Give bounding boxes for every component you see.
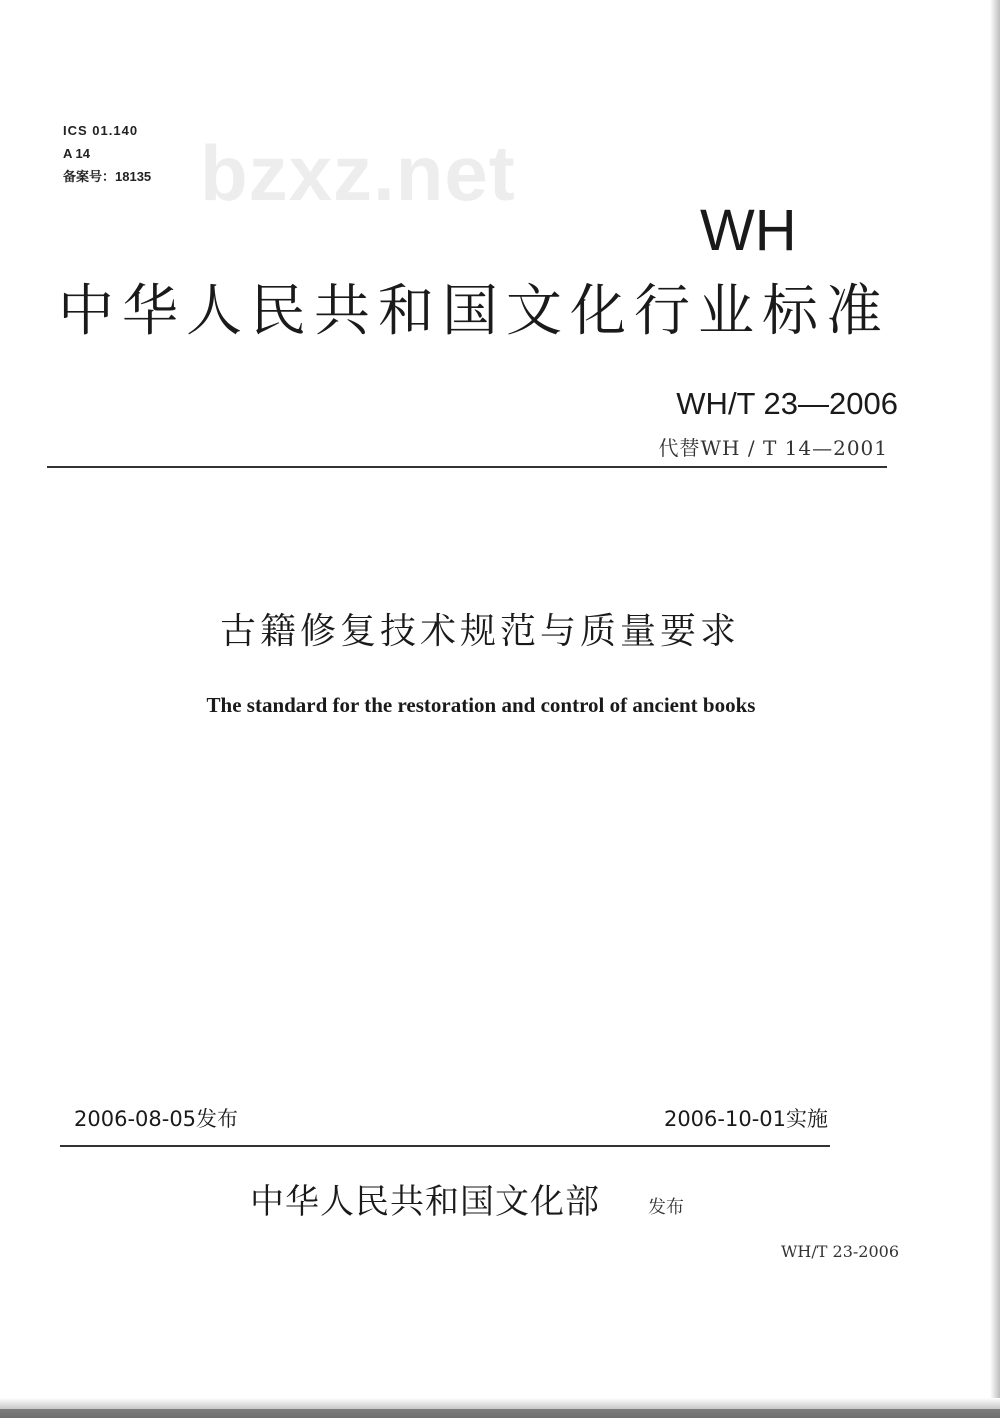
industry-code: WH bbox=[700, 198, 797, 263]
ics-code: ICS 01.140 bbox=[63, 123, 139, 138]
issuer-name: 中华人民共和国文化部 bbox=[250, 1182, 600, 1222]
top-divider bbox=[47, 466, 887, 468]
effective-date: 2006-10-01实施 bbox=[663, 1107, 828, 1131]
classification-code: A 14 bbox=[63, 146, 90, 161]
record-number: 备案号：18135 bbox=[63, 169, 152, 184]
issuer-suffix: 发布 bbox=[648, 1197, 684, 1218]
standard-category-title: 中华人民共和国文化行业标准 bbox=[58, 279, 890, 344]
page-bottom-edge bbox=[0, 1398, 1000, 1418]
document-title-en: The standard for the restoration and control of ancient books bbox=[206, 693, 756, 717]
standard-number: WH/T 23—2006 bbox=[676, 386, 898, 421]
replaces-standard: 代替WH / T 14—2001 bbox=[658, 436, 888, 460]
bottom-divider bbox=[60, 1145, 830, 1147]
watermark: bzxz.net bbox=[200, 129, 516, 217]
document-title-cn: 古籍修复技术规范与质量要求 bbox=[219, 611, 740, 652]
footer-standard-code: WH/T 23-2006 bbox=[780, 1242, 899, 1261]
page-edge-shadow bbox=[990, 0, 1000, 1418]
issue-date: 2006-08-05发布 bbox=[74, 1107, 239, 1131]
